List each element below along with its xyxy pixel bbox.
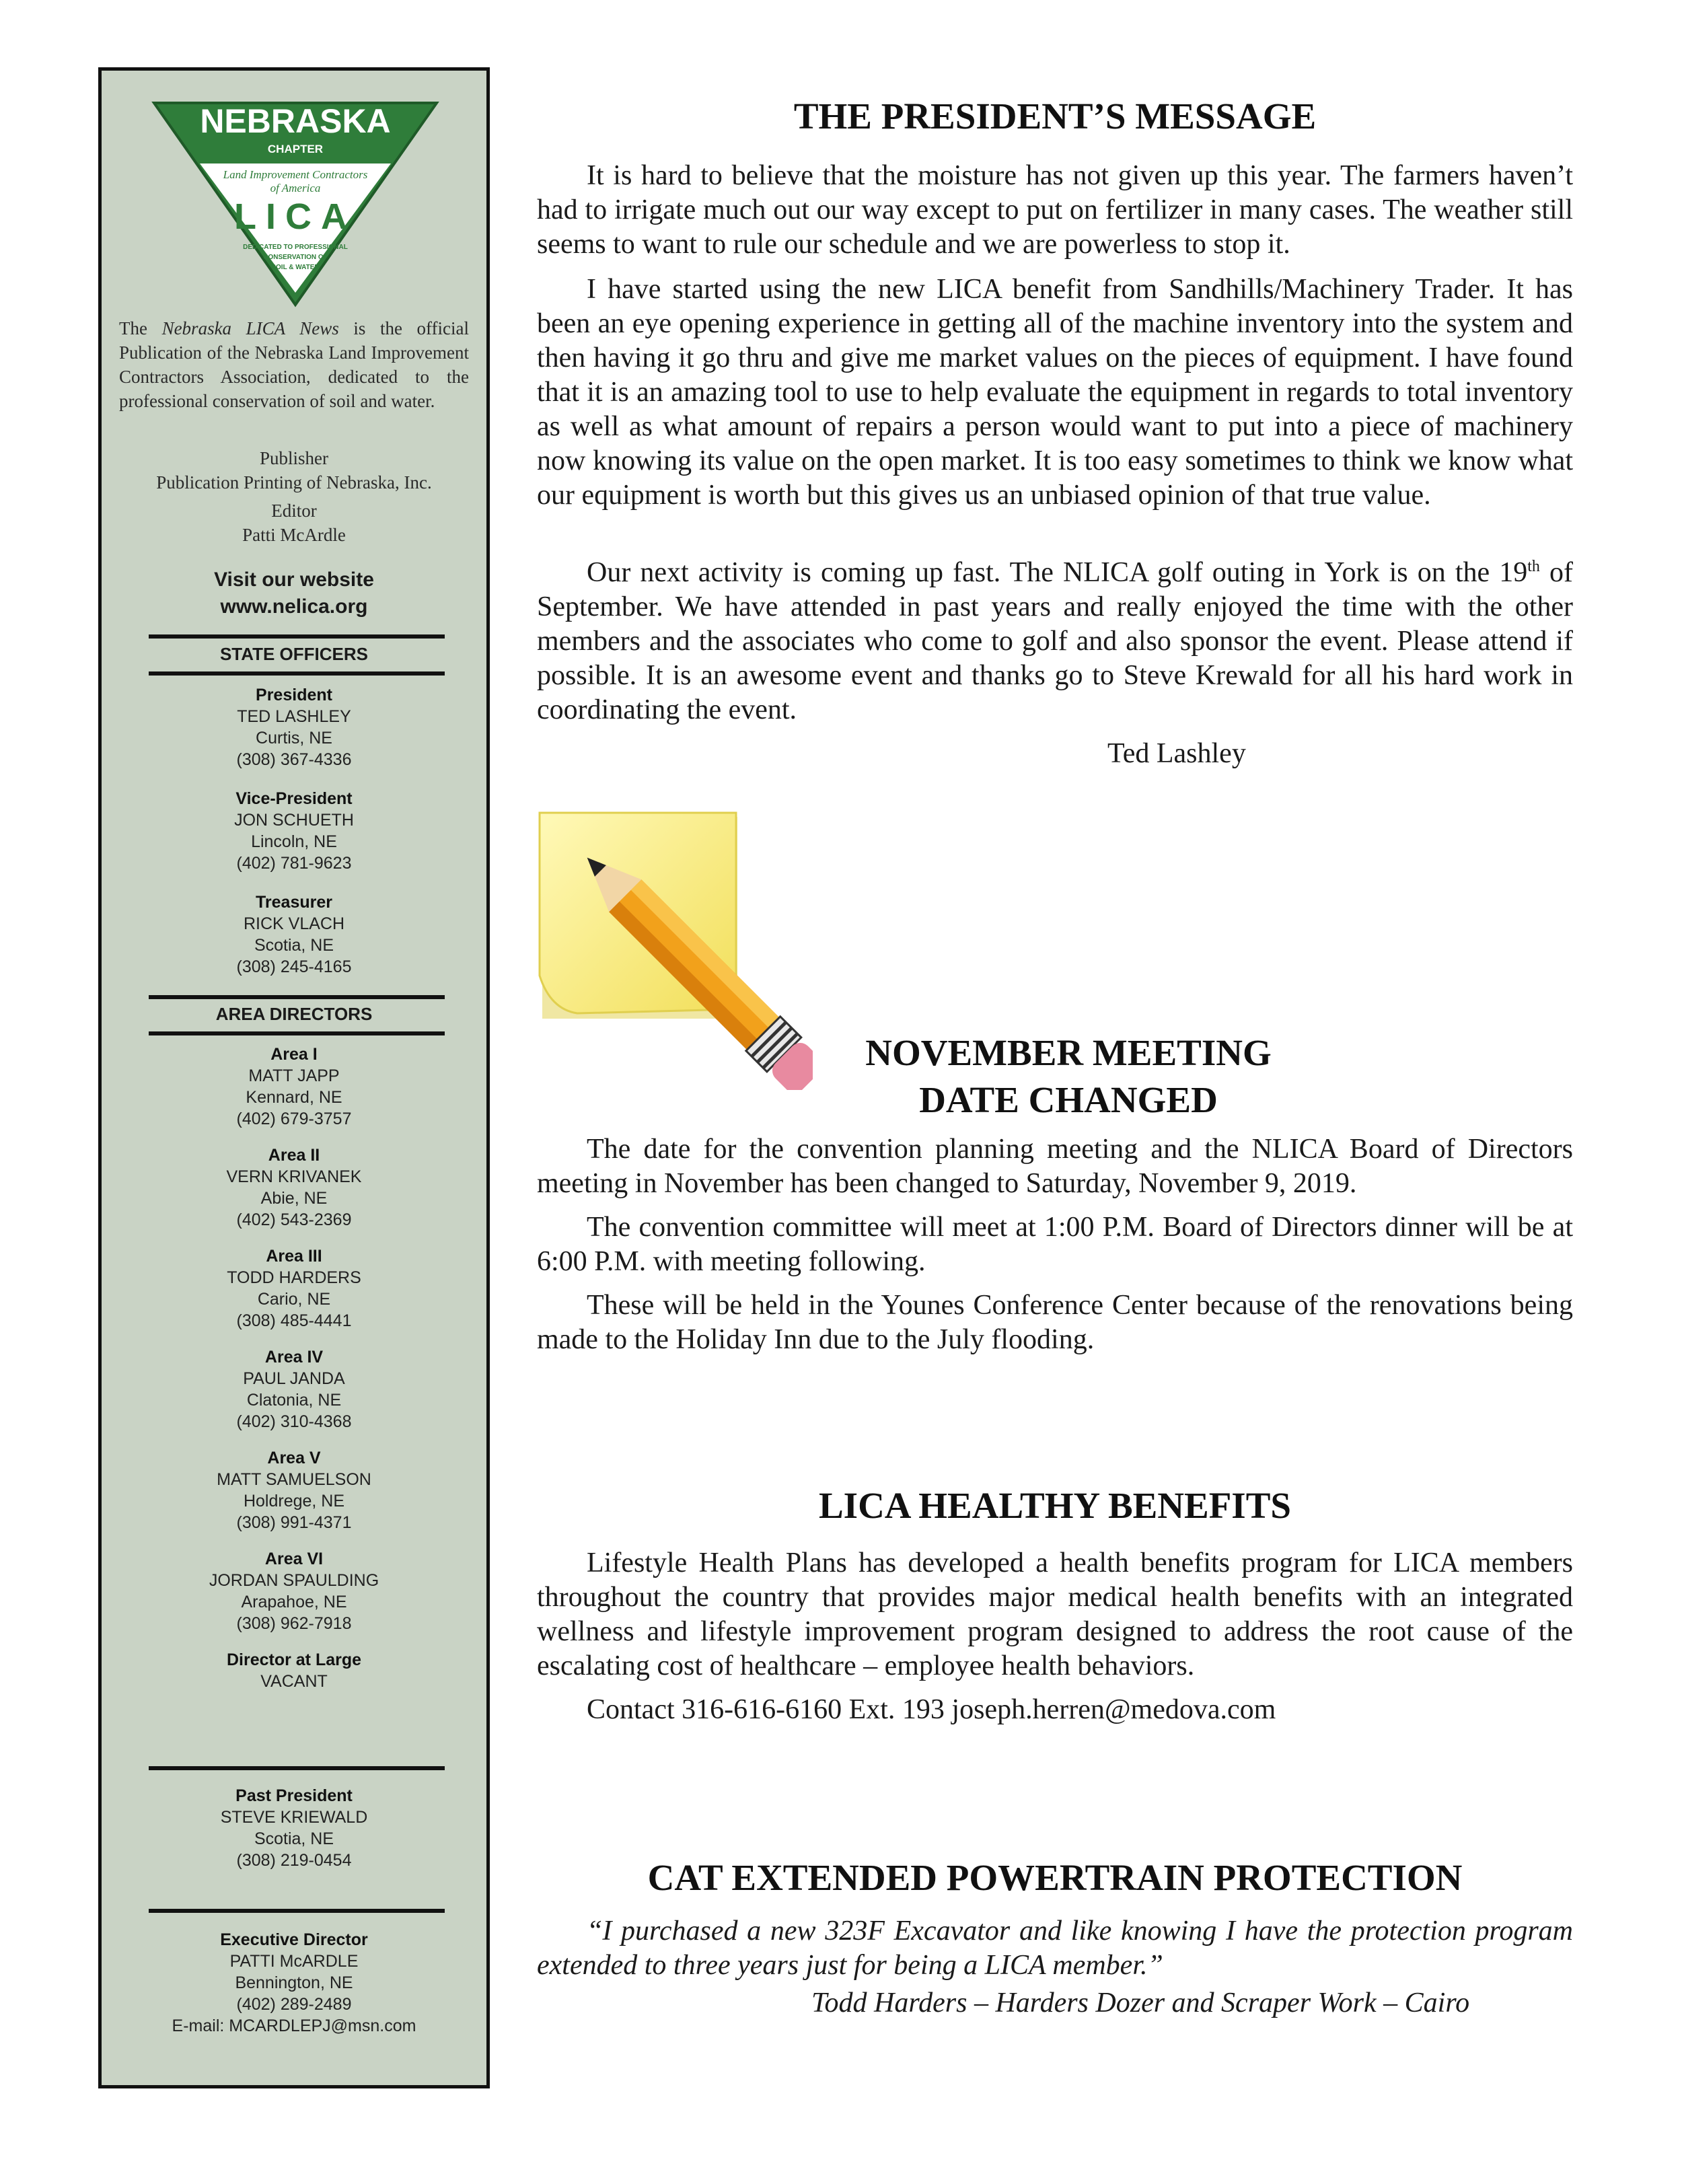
state-officers-title: STATE OFFICERS (219, 644, 369, 664)
cat-protection-quote: “I purchased a new 323F Excavator and like knowing I have the protection program extended to three years just for being a LICA member.” (537, 1916, 1573, 1981)
area-director (102, 1548, 486, 1634)
divider (149, 995, 445, 999)
area-phone: (308) 962-7918 (236, 1614, 352, 1633)
executive-director-role: Executive Director (220, 1930, 368, 1949)
healthy-benefits-p1: Lifestyle Health Plans has developed a health benefits program for LICA members throughout the country that provides major medical health benefits with an integrated wellness and lifestyle improvement program designed to address the root cause of the escalating cost of healthcare – employee health behaviors. (537, 1548, 1573, 1681)
director-at-large-name: VACANT (260, 1672, 328, 1691)
logo-state: NEBRASKA (200, 102, 391, 140)
area-role: Area IV (264, 1348, 324, 1367)
officer-president (102, 684, 486, 770)
area-phone: (402) 679-3757 (236, 1109, 352, 1128)
director-at-large (102, 1649, 486, 1692)
officer-role: Vice-President (235, 789, 353, 808)
area-director (102, 1447, 486, 1533)
executive-director-phone: (402) 289-2489 (236, 1995, 352, 2014)
officer-role: Treasurer (256, 893, 332, 912)
divider (149, 1909, 445, 1913)
area-name: MATT JAPP (248, 1066, 340, 1085)
cat-protection-title: CAT EXTENDED POWERTRAIN PROTECTION (647, 1857, 1463, 1898)
p3-part-a: Our next activity is coming up fast. The NLICA golf outing in York is on the 19 (587, 557, 1528, 588)
executive-director (102, 1929, 486, 2037)
area-director (102, 1144, 486, 1231)
november-meeting-p2: The convention committee will meet at 1:00 P.M. Board of Directors dinner will be at 6:00 P.M. with meeting following. (537, 1212, 1573, 1277)
divider (149, 1031, 445, 1035)
area-city: Clatonia, NE (246, 1391, 342, 1410)
director-at-large-role: Director at Large (226, 1650, 362, 1669)
area-director (102, 1346, 486, 1432)
area-phone: (402) 310-4368 (236, 1412, 352, 1431)
logo-acronym: LICA (234, 196, 357, 237)
officer-vice-president (102, 788, 486, 874)
president-message-p1: It is hard to believe that the moisture has not given up this year. The farmers haven’t had to irrigate much out our way except to put on fertilizer in many cases. The weather still seems to want to rule our schedule and we are powerless to stop it. (537, 160, 1573, 260)
area-city: Arapahoe, NE (241, 1593, 347, 1611)
past-president (102, 1785, 486, 1871)
area-role: Area I (270, 1045, 318, 1064)
logo-tagline1: DEDICATED TO PROFESSIONAL (243, 244, 348, 251)
pencil-sticky-note-icon (537, 807, 813, 1090)
officer-city: Curtis, NE (256, 729, 332, 748)
area-role: Area II (268, 1146, 320, 1165)
president-message-p3 (537, 556, 1573, 727)
area-name: PAUL JANDA (243, 1369, 345, 1388)
main-content (537, 0, 1573, 2184)
cat-protection-attribution: Todd Harders – Harders Dozer and Scraper Work – Cairo (811, 1988, 1470, 2018)
november-meeting-title (806, 1029, 1331, 1124)
logo-org-line2: of America (270, 182, 321, 194)
logo-tagline2: CONSERVATION OF (263, 254, 328, 261)
past-president-name: STEVE KRIEWALD (220, 1808, 368, 1827)
officer-city: Lincoln, NE (251, 832, 337, 851)
officer-city: Scotia, NE (254, 936, 334, 955)
area-director (102, 1245, 486, 1332)
president-message-title: THE PRESIDENT’S MESSAGE (793, 96, 1317, 137)
past-president-phone: (308) 219-0454 (236, 1851, 352, 1870)
p3-ordinal: th (1527, 558, 1540, 575)
area-role: Area VI (264, 1550, 324, 1568)
executive-director-name: PATTI McARDLE (229, 1952, 359, 1971)
sidebar (98, 67, 490, 2088)
officer-name: RICK VLACH (243, 914, 345, 933)
executive-director-city: Bennington, NE (235, 1973, 353, 1992)
president-signature: Ted Lashley (1107, 738, 1246, 769)
area-city: Holdrege, NE (243, 1492, 345, 1510)
november-meeting-title-line2: DATE CHANGED (919, 1079, 1218, 1120)
divider (149, 634, 445, 639)
area-role: Area V (267, 1449, 321, 1467)
area-name: JORDAN SPAULDING (209, 1571, 379, 1590)
publication-intro (119, 316, 469, 413)
editor-label: Editor (271, 501, 317, 521)
divider (149, 1766, 445, 1770)
area-city: Abie, NE (260, 1189, 328, 1208)
november-meeting-title-line1: NOVEMBER MEETING (865, 1032, 1272, 1073)
healthy-benefits-contact: Contact 316-616-6160 Ext. 193 joseph.herren@medova.com (587, 1694, 1276, 1725)
area-name: TODD HARDERS (227, 1268, 361, 1287)
visit-label: Visit our website (214, 569, 374, 591)
intro-pub-name: Nebraska LICA News (161, 318, 339, 338)
past-president-city: Scotia, NE (254, 1829, 334, 1848)
area-name: VERN KRIVANEK (226, 1167, 362, 1186)
p3-part-b: of September. We have attended in past years and really enjoyed the time with the other members and the associates who come to golf and also sponsor the event. Please attend if possible. It is an awesome event and thanks go to Steve Krewald for all his hard work in coordinating the event. (537, 557, 1573, 725)
publisher-name: Publication Printing of Nebraska, Inc. (156, 472, 432, 493)
officer-name: JON SCHUETH (234, 811, 354, 830)
area-phone: (308) 485-4441 (236, 1311, 352, 1330)
officer-name: TED LASHLEY (237, 707, 351, 726)
lica-logo (147, 91, 443, 310)
editor-name: Patti McArdle (242, 525, 346, 545)
past-president-role: Past President (235, 1786, 353, 1805)
area-phone: (308) 991-4371 (236, 1513, 352, 1532)
healthy-benefits-title: LICA HEALTHY BENEFITS (818, 1485, 1291, 1526)
officer-role: President (256, 686, 332, 704)
intro-prefix: The (119, 318, 162, 338)
executive-director-email[interactable]: E-mail: MCARDLEPJ@msn.com (172, 2016, 416, 2035)
intro-suffix: is the official Publication of the Nebraska Land Improvement Contractors Association, dedicated to the professional conservation of soil and water. (119, 318, 469, 411)
officer-phone: (308) 245-4165 (236, 957, 352, 976)
officer-phone: (308) 367-4336 (236, 750, 352, 769)
officer-phone: (402) 781-9623 (236, 854, 352, 873)
logo-tagline3: SOIL & WATER (271, 264, 320, 271)
publisher-label: Publisher (259, 448, 328, 468)
area-city: Kennard, NE (246, 1088, 342, 1107)
area-name: MATT SAMUELSON (217, 1470, 371, 1489)
president-message-p2: I have started using the new LICA benefit from Sandhills/Machinery Trader. It has been an eye opening experience in getting all of the machine inventory into the system and then having it go thru and give me market values on the pieces of equipment. I have found that it is an amazing tool to use to help evaluate the equipment in regards to total inventory as well as what amount of repairs a person would want to put into a piece of machinery now knowing its value on the open market. It is too easy sometimes to think we know what our equipment is worth but this gives us an unbiased opinion of that true value. (537, 274, 1573, 511)
logo-chapter: CHAPTER (267, 143, 324, 155)
area-director (102, 1044, 486, 1130)
area-directors-title: AREA DIRECTORS (215, 1004, 373, 1024)
officer-treasurer (102, 891, 486, 978)
divider (149, 671, 445, 676)
area-role: Area III (266, 1247, 322, 1266)
logo-org-line1: Land Improvement Contractors (223, 168, 368, 181)
area-phone: (402) 543-2369 (236, 1210, 352, 1229)
november-meeting-p1: The date for the convention planning meeting and the NLICA Board of Directors meeting in November has been changed to Saturday, November 9, 2019. (537, 1134, 1573, 1199)
website-link[interactable]: www.nelica.org (220, 595, 368, 618)
november-meeting-p3: These will be held in the Younes Conference Center because of the renovations being made to the Holiday Inn due to the July flooding. (537, 1290, 1573, 1355)
area-city: Cario, NE (257, 1290, 331, 1309)
visit-website (102, 567, 486, 620)
